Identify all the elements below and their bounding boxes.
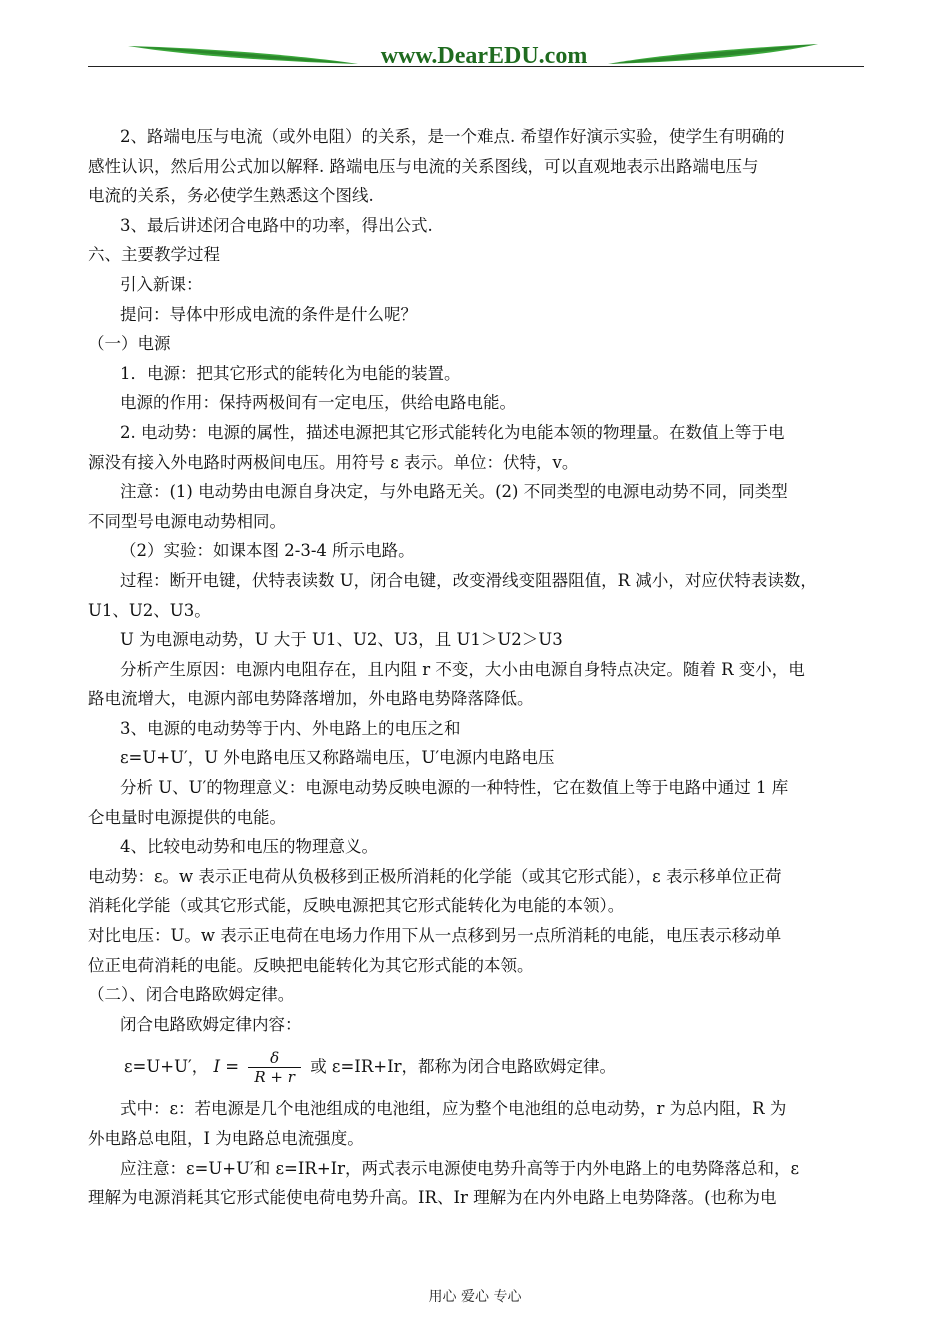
paragraph-line: 分析 U、U′的物理意义：电源电动势反映电源的一种特性，它在数值上等于电路中通过 1 库 xyxy=(120,778,789,798)
site-header xyxy=(88,36,864,76)
formula-suffix: 或 ε=IR+Ir，都称为闭合电路欧姆定律。 xyxy=(310,1057,616,1077)
ohm-law-formula xyxy=(88,1039,864,1094)
paragraph-line: 过程：断开电键，伏特表读数 U，闭合电键，改变滑线变阻器阻值，R 减小，对应伏特表读数， xyxy=(120,570,817,590)
fraction-numerator: δ xyxy=(248,1049,301,1068)
paragraph-line: U1、U2、U3。 xyxy=(88,600,211,620)
paragraph-line: 闭合电路欧姆定律内容： xyxy=(120,1014,302,1034)
paragraph-line: 感性认识，然后用公式加以解释. 路端电压与电流的关系图线，可以直观地表示出路端电压与 xyxy=(88,156,759,176)
paragraph-line: 不同型号电源电动势相同。 xyxy=(88,511,286,531)
header-banner xyxy=(88,36,864,76)
formula-lhs: I = xyxy=(213,1057,240,1077)
paragraph-line: 应注意：ε=U+U′和 ε=IR+Ir，两式表示电源使电势升高等于内外电路上的电势降落总和，ε xyxy=(120,1158,800,1178)
paragraph-line: 3、最后讲述闭合电路中的功率，得出公式. xyxy=(120,215,433,235)
section-heading: （一）电源 xyxy=(88,334,171,354)
paragraph-line: ε=U+U′，U 外电路电压又称路端电压，U′电源内电路电压 xyxy=(120,748,555,768)
paragraph-line: 引入新课： xyxy=(120,274,203,294)
formula-prefix: ε=U+U′， xyxy=(124,1057,209,1077)
paragraph-line: 外电路总电阻，I 为电路总电流强度。 xyxy=(88,1129,364,1148)
paragraph-line: 位正电荷消耗的电能。反映把电能转化为其它形式能的本领。 xyxy=(88,955,534,975)
paragraph-line: 4、比较电动势和电压的物理意义。 xyxy=(120,837,378,857)
paragraph-line: 2. 电动势：电源的属性，描述电源把其它形式能转化为电能本领的物理量。在数值上等于电 xyxy=(120,422,785,442)
paragraph-line: U 为电源电动势，U 大于 U1、U2、U3，且 U1＞U2＞U3 xyxy=(120,630,563,650)
paragraph-line: 提问：导体中形成电流的条件是什么呢？ xyxy=(120,304,417,324)
paragraph-line: （2）实验：如课本图 2-3-4 所示电路。 xyxy=(120,541,415,561)
paragraph-line: 理解为电源消耗其它形式能使电荷电势升高。IR、Ir 理解为在内外电路上电势降落。(也称为电 xyxy=(88,1188,777,1208)
site-name: www.DearEDU.com xyxy=(380,43,588,69)
paragraph-line: 3、电源的电动势等于内、外电路上的电压之和 xyxy=(120,718,461,738)
paragraph-line: 源没有接入外电路时两极间电压。用符号 ε 表示。单位：伏特，v。 xyxy=(88,452,579,472)
paragraph-line: 仑电量时电源提供的电能。 xyxy=(88,807,286,827)
paragraph-line: 电动势：ε。w 表示正电荷从负极移到正极所消耗的化学能（或其它形式能），ε 表示移单位正荷 xyxy=(88,866,782,886)
section-heading: 六、主要教学过程 xyxy=(88,245,220,265)
paragraph-line: 2、路端电压与电流（或外电阻）的关系，是一个难点. 希望作好演示实验，使学生有明确的 xyxy=(120,127,785,146)
paragraph-line: 电流的关系，务必使学生熟悉这个图线. xyxy=(88,186,374,206)
paragraph-line: 式中：ε：若电源是几个电池组成的电池组，应为整个电池组的总电动势，r 为总内阻，R 为 xyxy=(120,1099,787,1119)
page-footer: 用心 爱心 专心 xyxy=(428,1289,522,1305)
fraction-denominator: R + r xyxy=(254,1068,295,1087)
paragraph-line: 电源的作用：保持两极间有一定电压，供给电路电能。 xyxy=(120,393,516,413)
paragraph-line: 消耗化学能（或其它形式能，反映电源把其它形式能转化为电能的本领）。 xyxy=(88,896,625,916)
paragraph-line: 分析产生原因：电源内电阻存在，且内阻 r 不变，大小由电源自身特点决定。随着 R 变小，电 xyxy=(120,659,805,679)
header-rule xyxy=(88,66,864,67)
paragraph-line: 路电流增大，电源内部电势降落增加，外电路电势降落降低。 xyxy=(88,689,534,709)
formula-fraction xyxy=(248,1049,301,1086)
paragraph-line: 注意：(1) 电动势由电源自身决定，与外电路无关。(2) 不同类型的电源电动势不同，同类型 xyxy=(120,482,788,502)
paragraph-line: 1．电源：把其它形式的能转化为电能的装置。 xyxy=(120,363,461,383)
section-heading: （二）、闭合电路欧姆定律。 xyxy=(88,985,295,1005)
paragraph-line: 对比电压：U。w 表示正电荷在电场力作用下从一点移到另一点所消耗的电能，电压表示移动单 xyxy=(88,926,782,946)
document-body xyxy=(88,122,864,1213)
